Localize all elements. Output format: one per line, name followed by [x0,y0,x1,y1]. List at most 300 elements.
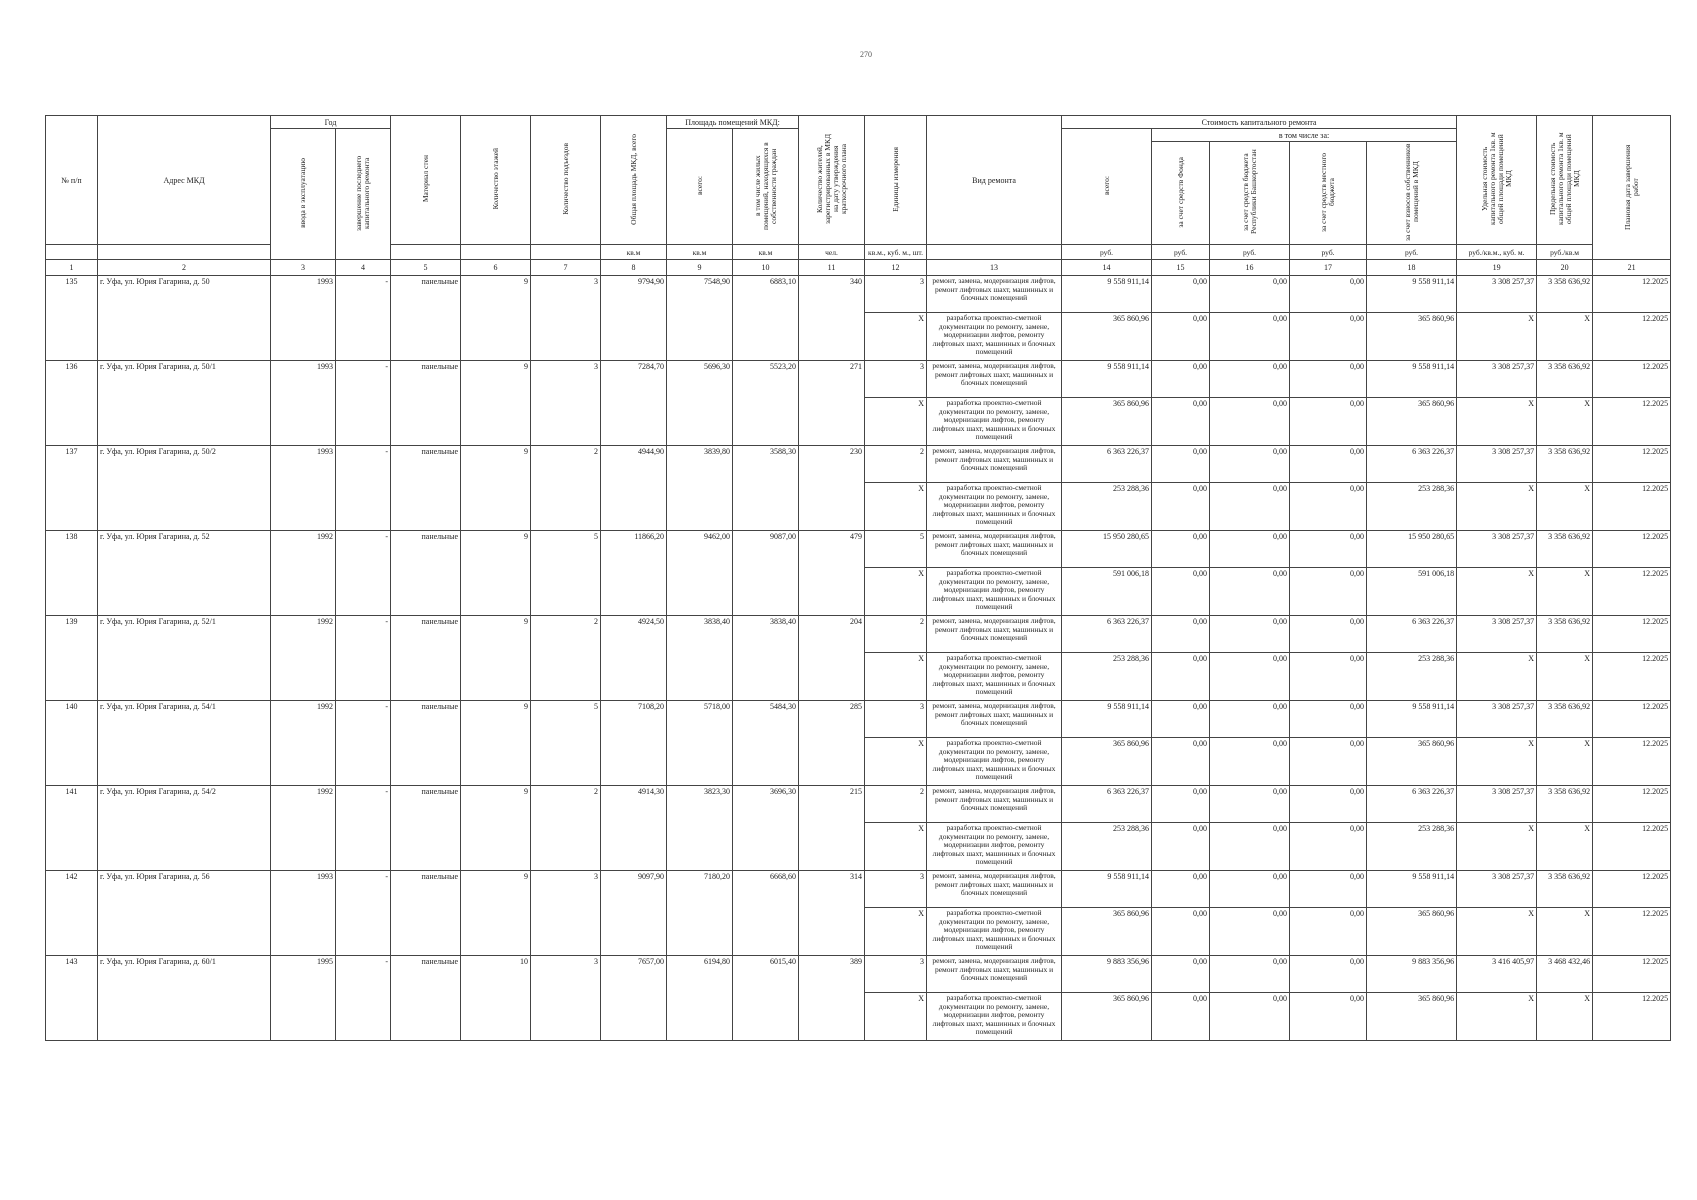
row-cost-rb: 0,00 [1210,738,1290,786]
row-year: 1992 [271,786,336,871]
row-cost-rb: 0,00 [1210,446,1290,483]
row-cost-local: 0,00 [1290,956,1367,993]
column-number: 13 [927,260,1062,276]
row-residential: 6883,10 [733,276,799,361]
row-deadline: 12.2025 [1593,786,1671,823]
row-floors: 9 [461,446,531,531]
row-number: 141 [46,786,98,871]
row-material: панельные [391,531,461,616]
row-residents: 314 [799,871,865,956]
row-year: 1993 [271,276,336,361]
column-number: 7 [531,260,601,276]
column-number: 10 [733,260,799,276]
row-repair-year: - [336,616,391,701]
row-deadline: 12.2025 [1593,568,1671,616]
row-year: 1992 [271,531,336,616]
column-number: 14 [1062,260,1152,276]
row-qty: 3 [865,956,927,993]
row-residents: 271 [799,361,865,446]
row-cost-owners: 365 860,96 [1367,738,1457,786]
row-entrances: 3 [531,956,601,1041]
row-qty: X [865,738,927,786]
header-cost-local: за счет средств местного бюджета [1290,142,1367,245]
table-row [46,871,1671,908]
table-header [46,116,1671,276]
row-residential: 6015,40 [733,956,799,1041]
row-cost-local: 0,00 [1290,616,1367,653]
table-row [46,786,1671,823]
row-repair-year: - [336,701,391,786]
row-deadline: 12.2025 [1593,483,1671,531]
row-premises: 6194,80 [667,956,733,1041]
row-number: 138 [46,531,98,616]
row-material: панельные [391,956,461,1041]
column-number: 3 [271,260,336,276]
row-cost-owners: 365 860,96 [1367,908,1457,956]
row-premises: 7180,20 [667,871,733,956]
row-address: г. Уфа, ул. Юрия Гагарина, д. 54/2 [98,786,271,871]
row-premises: 5696,30 [667,361,733,446]
row-address: г. Уфа, ул. Юрия Гагарина, д. 50/2 [98,446,271,531]
row-total-area: 7108,20 [601,701,667,786]
column-number: 6 [461,260,531,276]
row-cost-owners: 15 950 280,65 [1367,531,1457,568]
row-cost-rb: 0,00 [1210,276,1290,313]
header-cost-rb: за счет средств бюджета Республики Башкортостан [1210,142,1290,245]
row-cost-rb: 0,00 [1210,993,1290,1041]
row-cost-fund: 0,00 [1152,701,1210,738]
header-wall-material: Материал стен [391,116,461,245]
row-qty: X [865,568,927,616]
row-cost-fund: 0,00 [1152,956,1210,993]
row-cost-local: 0,00 [1290,871,1367,908]
row-unit-cost: X [1457,738,1537,786]
header-cost-owners: за счет взносов собственников помещений в МКД [1367,142,1457,245]
row-residents: 479 [799,531,865,616]
header-year-commission: ввода в эксплуатацию [271,129,336,260]
row-qty: 3 [865,701,927,738]
row-cost-local: 0,00 [1290,483,1367,531]
row-work-type: ремонт, замена, модернизация лифтов, ремонт лифтовых шахт, машинных и блочных помещений [927,446,1062,483]
capital-repair-table [45,115,1671,1041]
row-deadline: 12.2025 [1593,993,1671,1041]
column-number: 17 [1290,260,1367,276]
row-max-cost: X [1537,993,1593,1041]
unit-cell: чел. [799,245,865,260]
row-cost-local: 0,00 [1290,908,1367,956]
row-cost-fund: 0,00 [1152,616,1210,653]
row-qty: 2 [865,786,927,823]
row-cost-fund: 0,00 [1152,483,1210,531]
row-cost-total: 6 363 226,37 [1062,786,1152,823]
row-residents: 340 [799,276,865,361]
row-cost-local: 0,00 [1290,738,1367,786]
row-deadline: 12.2025 [1593,701,1671,738]
row-cost-local: 0,00 [1290,568,1367,616]
header-max-cost: Предельная стоимость капитального ремонта 1кв. м общей площади помещений МКД [1537,116,1593,245]
row-total-area: 7284,70 [601,361,667,446]
row-unit-cost: X [1457,398,1537,446]
row-unit-cost: X [1457,823,1537,871]
header-unit-cost: Удельная стоимость капитального ремонта 1кв. м общей площади помещений МКД [1457,116,1537,245]
row-cost-rb: 0,00 [1210,568,1290,616]
row-max-cost: 3 358 636,92 [1537,446,1593,483]
row-cost-fund: 0,00 [1152,568,1210,616]
row-floors: 10 [461,956,531,1041]
row-material: панельные [391,786,461,871]
row-cost-local: 0,00 [1290,313,1367,361]
row-address: г. Уфа, ул. Юрия Гагарина, д. 52 [98,531,271,616]
row-repair-year: - [336,956,391,1041]
row-cost-total: 9 883 356,96 [1062,956,1152,993]
row-cost-local: 0,00 [1290,446,1367,483]
row-unit-cost: 3 308 257,37 [1457,616,1537,653]
column-number: 19 [1457,260,1537,276]
row-deadline: 12.2025 [1593,871,1671,908]
row-premises: 3839,80 [667,446,733,531]
row-max-cost: 3 358 636,92 [1537,276,1593,313]
row-cost-fund: 0,00 [1152,908,1210,956]
row-year: 1992 [271,701,336,786]
row-address: г. Уфа, ул. Юрия Гагарина, д. 50 [98,276,271,361]
row-deadline: 12.2025 [1593,823,1671,871]
row-cost-fund: 0,00 [1152,653,1210,701]
row-repair-year: - [336,871,391,956]
row-cost-owners: 9 558 911,14 [1367,276,1457,313]
row-address: г. Уфа, ул. Юрия Гагарина, д. 50/1 [98,361,271,446]
row-cost-total: 365 860,96 [1062,313,1152,361]
row-work-type: разработка проектно-сметной документации по ремонту, замене, модернизации лифтов, ремонту лифтовых шахт, машинных и блочных помещений [927,398,1062,446]
row-entrances: 2 [531,446,601,531]
row-cost-owners: 365 860,96 [1367,398,1457,446]
header-premises-residential: в том числе жилых помещений, находящихся в собственности граждан [733,129,799,245]
row-premises: 3823,30 [667,786,733,871]
row-deadline: 12.2025 [1593,398,1671,446]
row-unit-cost: X [1457,653,1537,701]
row-number: 137 [46,446,98,531]
row-deadline: 12.2025 [1593,956,1671,993]
row-cost-owners: 6 363 226,37 [1367,616,1457,653]
row-work-type: разработка проектно-сметной документации по ремонту, замене, модернизации лифтов, ремонту лифтовых шахт, машинных и блочных помещений [927,993,1062,1041]
row-deadline: 12.2025 [1593,908,1671,956]
header-year-group: Год [271,116,391,129]
header-incl: в том числе за: [1152,129,1457,142]
column-number: 21 [1593,260,1671,276]
row-qty: X [865,483,927,531]
row-cost-owners: 9 558 911,14 [1367,871,1457,908]
row-cost-rb: 0,00 [1210,616,1290,653]
row-premises: 7548,90 [667,276,733,361]
row-qty: 2 [865,616,927,653]
column-number: 11 [799,260,865,276]
row-material: панельные [391,616,461,701]
unit-cell: кв.м [667,245,733,260]
row-floors: 9 [461,531,531,616]
unit-cell: кв.м [733,245,799,260]
row-cost-rb: 0,00 [1210,908,1290,956]
row-unit-cost: 3 308 257,37 [1457,361,1537,398]
row-address: г. Уфа, ул. Юрия Гагарина, д. 60/1 [98,956,271,1041]
unit-cell: руб. [1290,245,1367,260]
row-deadline: 12.2025 [1593,313,1671,361]
row-qty: 3 [865,276,927,313]
row-work-type: ремонт, замена, модернизация лифтов, ремонт лифтовых шахт, машинных и блочных помещений [927,871,1062,908]
row-max-cost: X [1537,398,1593,446]
row-total-area: 4944,90 [601,446,667,531]
header-num: № п/п [46,116,98,245]
row-unit-cost: X [1457,993,1537,1041]
row-work-type: разработка проектно-сметной документации по ремонту, замене, модернизации лифтов, ремонту лифтовых шахт, машинных и блочных помещений [927,483,1062,531]
row-entrances: 3 [531,276,601,361]
row-cost-local: 0,00 [1290,398,1367,446]
row-deadline: 12.2025 [1593,531,1671,568]
header-premises-total: всего: [667,129,733,245]
row-year: 1993 [271,361,336,446]
row-cost-fund: 0,00 [1152,398,1210,446]
row-total-area: 7657,00 [601,956,667,1041]
row-cost-total: 365 860,96 [1062,993,1152,1041]
table-row [46,276,1671,313]
row-cost-owners: 591 006,18 [1367,568,1457,616]
row-cost-rb: 0,00 [1210,398,1290,446]
row-cost-local: 0,00 [1290,361,1367,398]
header-floors: Количество этажей [461,116,531,245]
row-cost-total: 591 006,18 [1062,568,1152,616]
row-cost-fund: 0,00 [1152,786,1210,823]
row-unit-cost: X [1457,908,1537,956]
row-cost-total: 253 288,36 [1062,823,1152,871]
row-entrances: 3 [531,361,601,446]
row-unit-cost: 3 308 257,37 [1457,446,1537,483]
column-number: 5 [391,260,461,276]
row-work-type: разработка проектно-сметной документации по ремонту, замене, модернизации лифтов, ремонту лифтовых шахт, машинных и блочных помещений [927,908,1062,956]
table-row [46,531,1671,568]
row-deadline: 12.2025 [1593,653,1671,701]
column-number: 2 [98,260,271,276]
column-number: 8 [601,260,667,276]
row-residential: 6668,60 [733,871,799,956]
row-max-cost: X [1537,823,1593,871]
row-unit-cost: X [1457,313,1537,361]
row-cost-owners: 365 860,96 [1367,993,1457,1041]
row-cost-total: 365 860,96 [1062,738,1152,786]
row-residents: 204 [799,616,865,701]
row-cost-total: 365 860,96 [1062,398,1152,446]
unit-cell: руб. [1062,245,1152,260]
row-qty: 5 [865,531,927,568]
row-residential: 5523,20 [733,361,799,446]
row-residential: 3588,30 [733,446,799,531]
row-cost-local: 0,00 [1290,276,1367,313]
row-total-area: 9097,90 [601,871,667,956]
row-premises: 3838,40 [667,616,733,701]
row-cost-total: 9 558 911,14 [1062,361,1152,398]
row-total-area: 9794,90 [601,276,667,361]
column-number: 9 [667,260,733,276]
row-deadline: 12.2025 [1593,361,1671,398]
row-cost-total: 9 558 911,14 [1062,701,1152,738]
row-unit-cost: 3 308 257,37 [1457,701,1537,738]
header-cost-fund: за счет средств Фонда [1152,142,1210,245]
row-cost-fund: 0,00 [1152,276,1210,313]
row-unit-cost: 3 308 257,37 [1457,276,1537,313]
row-max-cost: 3 468 432,46 [1537,956,1593,993]
row-total-area: 4924,50 [601,616,667,701]
row-year: 1995 [271,956,336,1041]
header-deadline: Плановая дата завершения работ [1593,116,1671,260]
unit-cell: руб. [1152,245,1210,260]
row-unit-cost: 3 416 405,97 [1457,956,1537,993]
unit-cell: руб. [1210,245,1290,260]
row-max-cost: X [1537,313,1593,361]
row-unit-cost: X [1457,568,1537,616]
header-residents: Количество жителей, зарегистрированных в МКД на дату утверждения краткосрочного плана [799,116,865,245]
column-number: 16 [1210,260,1290,276]
row-work-type: разработка проектно-сметной документации по ремонту, замене, модернизации лифтов, ремонту лифтовых шахт, машинных и блочных помещений [927,653,1062,701]
row-cost-rb: 0,00 [1210,956,1290,993]
header-premises-group: Площадь помещений МКД: [667,116,799,129]
row-year: 1993 [271,871,336,956]
row-floors: 9 [461,871,531,956]
row-floors: 9 [461,616,531,701]
row-max-cost: 3 358 636,92 [1537,531,1593,568]
row-max-cost: X [1537,738,1593,786]
table-row [46,956,1671,993]
row-unit-cost: X [1457,483,1537,531]
column-numbers-row [46,260,1671,276]
row-max-cost: X [1537,653,1593,701]
row-cost-owners: 365 860,96 [1367,313,1457,361]
row-cost-fund: 0,00 [1152,361,1210,398]
row-qty: 2 [865,446,927,483]
row-material: панельные [391,361,461,446]
row-qty: 3 [865,871,927,908]
row-qty: 3 [865,361,927,398]
table-row [46,361,1671,398]
row-material: панельные [391,446,461,531]
header-work-type: Вид ремонта [927,116,1062,245]
table-row [46,616,1671,653]
row-max-cost: 3 358 636,92 [1537,616,1593,653]
row-cost-owners: 253 288,36 [1367,483,1457,531]
row-deadline: 12.2025 [1593,446,1671,483]
column-number: 1 [46,260,98,276]
row-max-cost: 3 358 636,92 [1537,361,1593,398]
row-repair-year: - [336,786,391,871]
row-cost-owners: 9 558 911,14 [1367,701,1457,738]
header-cost-total: всего: [1062,129,1152,245]
row-cost-fund: 0,00 [1152,993,1210,1041]
row-cost-owners: 253 288,36 [1367,653,1457,701]
row-residents: 285 [799,701,865,786]
row-address: г. Уфа, ул. Юрия Гагарина, д. 52/1 [98,616,271,701]
table-row [46,701,1671,738]
row-deadline: 12.2025 [1593,738,1671,786]
row-entrances: 2 [531,616,601,701]
row-work-type: ремонт, замена, модернизация лифтов, ремонт лифтовых шахт, машинных и блочных помещений [927,616,1062,653]
row-unit-cost: 3 308 257,37 [1457,786,1537,823]
row-year: 1993 [271,446,336,531]
row-work-type: ремонт, замена, модернизация лифтов, ремонт лифтовых шахт, машинных и блочных помещений [927,786,1062,823]
row-total-area: 4914,30 [601,786,667,871]
row-cost-total: 253 288,36 [1062,483,1152,531]
header-total-area: Общая площадь МКД, всего [601,116,667,245]
row-qty: X [865,993,927,1041]
table-row [46,446,1671,483]
row-address: г. Уфа, ул. Юрия Гагарина, д. 54/1 [98,701,271,786]
row-cost-total: 15 950 280,65 [1062,531,1152,568]
row-cost-fund: 0,00 [1152,871,1210,908]
row-cost-local: 0,00 [1290,653,1367,701]
row-cost-local: 0,00 [1290,531,1367,568]
unit-cell: кв.м., куб. м., шт. [865,245,927,260]
row-qty: X [865,823,927,871]
row-number: 143 [46,956,98,1041]
row-entrances: 3 [531,871,601,956]
row-cost-total: 6 363 226,37 [1062,446,1152,483]
row-max-cost: 3 358 636,92 [1537,786,1593,823]
row-floors: 9 [461,701,531,786]
row-cost-local: 0,00 [1290,823,1367,871]
row-cost-owners: 253 288,36 [1367,823,1457,871]
row-residential: 3838,40 [733,616,799,701]
row-cost-total: 253 288,36 [1062,653,1152,701]
row-deadline: 12.2025 [1593,276,1671,313]
row-material: панельные [391,276,461,361]
column-number: 20 [1537,260,1593,276]
row-number: 135 [46,276,98,361]
row-repair-year: - [336,361,391,446]
header-address: Адрес МКД [98,116,271,245]
row-floors: 9 [461,361,531,446]
row-cost-total: 365 860,96 [1062,908,1152,956]
row-cost-local: 0,00 [1290,786,1367,823]
row-floors: 9 [461,786,531,871]
row-residential: 5484,30 [733,701,799,786]
row-cost-fund: 0,00 [1152,531,1210,568]
unit-cell: руб./кв.м [1537,245,1593,260]
row-cost-total: 6 363 226,37 [1062,616,1152,653]
row-max-cost: 3 358 636,92 [1537,701,1593,738]
row-number: 139 [46,616,98,701]
row-repair-year: - [336,446,391,531]
capital-repair-table-wrapper [45,115,1670,1041]
row-work-type: ремонт, замена, модернизация лифтов, ремонт лифтовых шахт, машинных и блочных помещений [927,276,1062,313]
row-number: 142 [46,871,98,956]
unit-cell: руб. [1367,245,1457,260]
row-work-type: ремонт, замена, модернизация лифтов, ремонт лифтовых шахт, машинных и блочных помещений [927,701,1062,738]
row-cost-rb: 0,00 [1210,361,1290,398]
row-cost-rb: 0,00 [1210,483,1290,531]
row-qty: X [865,653,927,701]
row-entrances: 5 [531,701,601,786]
row-cost-local: 0,00 [1290,993,1367,1041]
column-number: 18 [1367,260,1457,276]
row-max-cost: 3 358 636,92 [1537,871,1593,908]
header-year-last-repair: завершение последнего капитального ремонта [336,129,391,260]
row-max-cost: X [1537,483,1593,531]
row-qty: X [865,398,927,446]
row-cost-fund: 0,00 [1152,446,1210,483]
column-number: 15 [1152,260,1210,276]
table-body [46,276,1671,1041]
row-premises: 5718,00 [667,701,733,786]
row-material: панельные [391,871,461,956]
header-entrances: Количество подъездов [531,116,601,245]
row-work-type: разработка проектно-сметной документации по ремонту, замене, модернизации лифтов, ремонту лифтовых шахт, машинных и блочных помещений [927,568,1062,616]
row-cost-fund: 0,00 [1152,313,1210,361]
row-work-type: ремонт, замена, модернизация лифтов, ремонт лифтовых шахт, машинных и блочных помещений [927,956,1062,993]
